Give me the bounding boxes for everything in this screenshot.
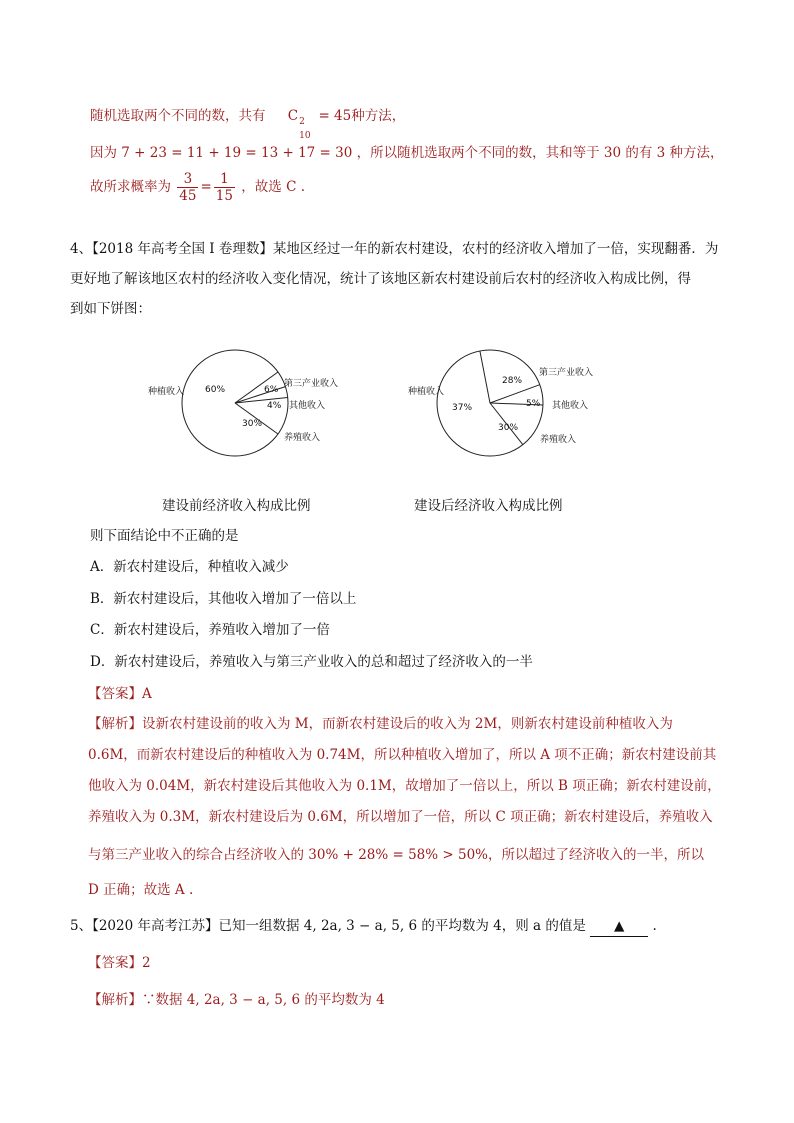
pie-before-pct-other: 4%: [267, 401, 282, 411]
pie-before-label-other: 其他收入: [289, 401, 326, 411]
fraction-1-15: $\frac{1}{15}$: [215, 171, 233, 204]
pie-before-caption: 建设前经济收入构成比例: [162, 498, 311, 514]
q5-answer: 【答案】2: [88, 955, 151, 971]
prev-solution-line-2: 因为 7 + 23 = 11 + 19 = 13 + 17 = 30 ，所以随机选取两个不同的数，其和等于 30 的有 3 种方法，: [90, 145, 724, 161]
pie-after-pct-other: 5%: [526, 399, 541, 409]
q4-analysis-line-2: 0.6M，而新农村建设后的种植收入为 0.74M，所以种植收入增加了，所以 A 项不正确；新农村建设前其: [88, 747, 717, 763]
q4-analysis-line-6: D 正确；故选 A .: [88, 882, 194, 898]
pie-after-pct-tertiary: 28%: [502, 376, 523, 386]
combination-symbol: C 2 10: [287, 108, 311, 141]
prev-solution-line-3: 故所求概率为 $\frac{3}{45}$ = $\frac{1}{15}$ ，故选 C .: [90, 171, 305, 204]
q4-stem-line-3: 到如下饼图：: [70, 301, 151, 317]
prev-solution-line-1: [90, 106, 406, 141]
pie-chart-after: [408, 348, 608, 458]
q4-stem-line-1: 4、【2018 年高考全国 I 卷理数】某地区经过一年的新农村建设，农村的经济收入增加了一倍，实现翻番．为: [70, 241, 719, 257]
pie-after-label-other: 其他收入: [552, 401, 589, 411]
pie-after-pct-planting: 37%: [452, 403, 473, 413]
pie-before-pct-tertiary: 6%: [264, 385, 279, 395]
q4-option-c: C．新农村建设后，养殖收入增加了一倍: [90, 622, 330, 638]
q4-analysis-line-1: 【解析】设新农村建设前的收入为 M，而新农村建设后的收入为 2M，则新农村建设前种植收入为: [88, 716, 673, 732]
pie-after-pct-breeding: 30%: [498, 423, 519, 433]
pie-before-label-planting: 种植收入: [148, 387, 185, 397]
q4-stem-line-2: 更好地了解该地区农村的经济收入变化情况，统计了该地区新农村建设前后农村的经济收入构成比例，得: [70, 271, 691, 287]
pie-after-label-tertiary: 第三产业收入: [539, 368, 594, 378]
prev-solution-text-1b: = 45种方法，: [318, 108, 406, 124]
q4-analysis-line-3: 他收入为 0.04M，新农村建设后其他收入为 0.1M，故增加了一倍以上，所以 B 项正确；新农村建设前，: [88, 778, 721, 794]
pie-after-caption: 建设后经济收入构成比例: [414, 498, 563, 514]
q4-analysis-line-5: 与第三产业收入的综合占经济收入的 30% + 28% = 58% > 50%，所以超过了经济收入的一半，所以: [88, 847, 704, 863]
q4-prompt: 则下面结论中不正确的是: [90, 528, 239, 544]
q4-answer: 【答案】A: [88, 686, 152, 702]
pie-before-pct-breeding: 30%: [242, 419, 263, 429]
q4-option-b: B．新农村建设后，其他收入增加了一倍以上: [90, 591, 357, 607]
q4-option-d: D．新农村建设后，养殖收入与第三产业收入的总和超过了经济收入的一半: [90, 654, 533, 670]
pie-after-label-planting: 种植收入: [408, 387, 445, 397]
q5-stem: 5、【2020 年高考江苏】已知一组数据 4, 2a, 3 − a, 5, 6 的平均数为 4，则 a 的值是 ▲ .: [70, 916, 657, 937]
pie-before-label-tertiary: 第三产业收入: [284, 379, 339, 389]
pie-chart-before: [148, 348, 360, 458]
pie-before-label-breeding: 养殖收入: [284, 433, 321, 443]
pie-after-label-breeding: 养殖收入: [540, 435, 577, 445]
q4-option-a: A．新农村建设后，种植收入减少: [90, 559, 289, 575]
answer-blank: ▲: [590, 916, 648, 937]
q4-analysis-line-4: 养殖收入为 0.3M，新农村建设后为 0.6M，所以增加了一倍，所以 C 项正确；新农村建设后，养殖收入: [88, 809, 713, 825]
pie-before-pct-planting: 60%: [205, 385, 226, 395]
fraction-3-45: $\frac{3}{45}$: [179, 171, 197, 204]
q5-analysis: 【解析】∵数据 4, 2a, 3 − a, 5, 6 的平均数为 4: [88, 992, 385, 1008]
prev-solution-text-1a: 随机选取两个不同的数，共有: [90, 108, 266, 124]
